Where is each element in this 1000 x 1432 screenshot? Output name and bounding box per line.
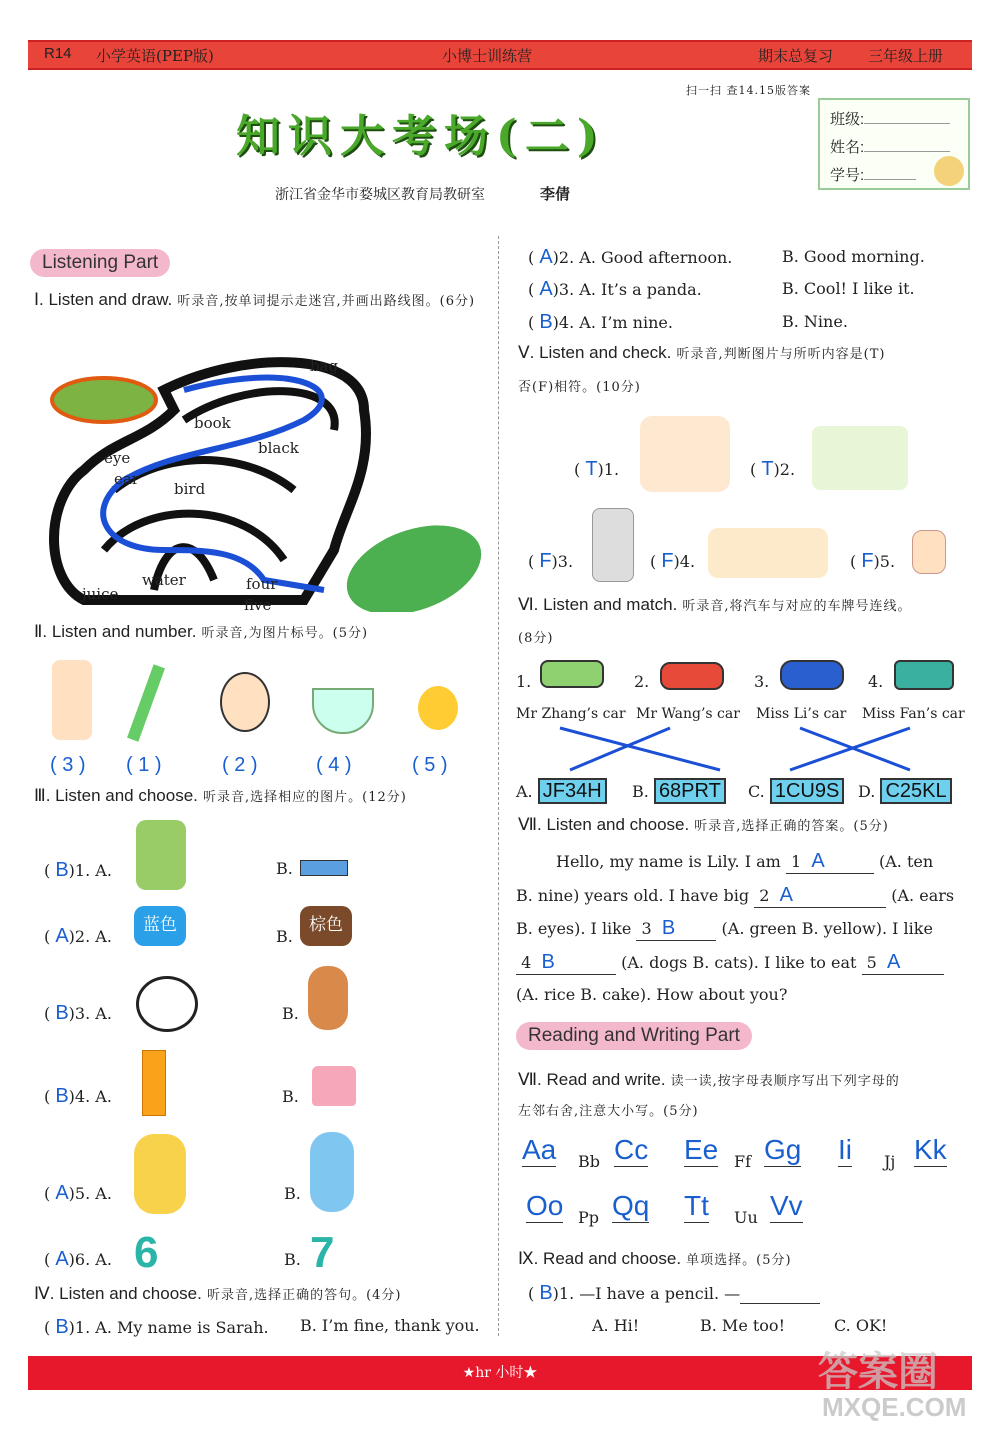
class-field[interactable]: [864, 111, 950, 124]
s7-instr: 听录音,选择正确的答案。(5分): [694, 819, 889, 834]
s2-heading: Ⅱ. Listen and number.: [34, 622, 197, 641]
maze-word: bird: [174, 480, 206, 498]
class-label: 班级:: [830, 111, 865, 128]
plate-a: A. JF34H: [516, 780, 607, 803]
girl-icon: [134, 1134, 186, 1214]
s3-item-6-b: B.: [284, 1250, 301, 1269]
maze-figure: [44, 350, 484, 612]
s2-answer-3: ( 2 ): [222, 754, 258, 776]
caterpillar-icon: [52, 378, 156, 422]
s1-heading-line: [34, 290, 489, 310]
s9-item-1: ( B)1. —I have a pencil. —: [528, 1282, 820, 1305]
s3-item-1-b: B.: [276, 859, 293, 878]
s4-item-3: ( A)3. A. It’s a panda.: [528, 278, 702, 300]
s5-instr-1: 听录音,判断图片与所听内容是(T): [676, 347, 886, 362]
maze-word: water: [142, 571, 186, 589]
name-field[interactable]: [864, 139, 950, 152]
s3-item-5: ( A)5. A.: [44, 1182, 112, 1204]
author-name: 李倩: [540, 185, 571, 203]
s5-item-4: ( F)4.: [650, 550, 696, 572]
car-number-3: 3.: [754, 672, 770, 691]
author-org: 浙江省金华市婺城区教育局教研室: [275, 187, 485, 203]
s4-item-3-b: B. Cool! I like it.: [782, 279, 915, 298]
boy-sitting-icon: [52, 660, 92, 740]
s2-answer-1: ( 3 ): [50, 754, 86, 776]
letter-answer: Gg: [764, 1134, 802, 1165]
s4-item-1-b: B. I’m fine, thank you.: [300, 1316, 480, 1335]
s1-heading: Ⅰ. Listen and draw.: [34, 290, 173, 309]
scan-note: 扫一扫 查14.15版答案: [686, 84, 811, 97]
id-label: 学号:: [830, 167, 865, 184]
s3-item-1: ( B)1. A.: [44, 859, 112, 881]
s5-item-5: ( F)5.: [850, 550, 896, 572]
letter-answer: Tt: [684, 1190, 709, 1221]
bus-icon: [894, 660, 954, 690]
reading-part-label: Reading and Writing Part: [516, 1022, 752, 1050]
monkey-icon: [308, 966, 348, 1030]
page-title: 知识大考场(二): [236, 111, 606, 162]
s2-answer-2: ( 1 ): [126, 754, 162, 776]
duck-icon: [418, 686, 458, 730]
maze-word: book: [194, 414, 231, 432]
info-box: [818, 98, 970, 190]
letter-answer: Ii: [838, 1134, 852, 1165]
s6-heading-line: [518, 595, 912, 615]
letter-answer: Kk: [914, 1134, 947, 1165]
s6-instr-2: (8分): [518, 631, 554, 646]
maze-word: eye: [104, 449, 131, 467]
column-divider: [498, 236, 499, 1336]
listening-part-label: Listening Part: [30, 249, 170, 277]
cake-icon: [312, 1066, 356, 1106]
letter-given: Pp: [578, 1208, 600, 1227]
watermark-logo: 答案圈: [818, 1350, 938, 1394]
s4-item-1: ( B)1. A. My name is Sarah.: [44, 1316, 269, 1338]
pen-icon: [127, 664, 165, 741]
letter-answer: Cc: [614, 1134, 649, 1165]
s9-heading-line: [518, 1249, 792, 1269]
car-number-1: 1.: [516, 672, 532, 691]
s3-item-3-b: B.: [282, 1004, 299, 1023]
s9-option-a: A. Hi!: [592, 1316, 640, 1335]
car-owner-3: Miss Li’s car: [756, 706, 847, 722]
s3-item-6: ( A)6. A.: [44, 1248, 112, 1270]
s3-item-2: ( A)2. A.: [44, 925, 112, 947]
letter-answer: Ee: [684, 1134, 719, 1165]
page-code: R14: [44, 45, 72, 62]
red-car-icon: [660, 662, 724, 690]
s7-heading: Ⅶ. Listen and choose.: [518, 815, 690, 834]
s2-answer-5: ( 5 ): [412, 754, 448, 776]
s7-heading-line: [518, 815, 889, 835]
s5-heading-line: [518, 343, 885, 363]
watermark-url: MXQE.COM: [822, 1392, 967, 1422]
letter-given: Uu: [734, 1208, 758, 1227]
girl-boy-picture-icon: [640, 416, 730, 492]
maze-word: black: [258, 439, 299, 457]
car-owner-2: Mr Wang’s car: [636, 706, 740, 722]
car-number-4: 4.: [868, 672, 884, 691]
s6-heading: Ⅵ. Listen and match.: [518, 595, 678, 614]
s3-item-2-b: B.: [276, 927, 293, 946]
number-six-icon: 6: [134, 1228, 159, 1277]
brown-color-card: 棕色: [300, 906, 352, 946]
letter-answer: Vv: [770, 1190, 803, 1221]
s5-item-1: ( T)1.: [574, 458, 620, 480]
blue-color-card: 蓝色: [134, 906, 186, 946]
letter-given: Ff: [734, 1152, 752, 1171]
s9-instr: 单项选择。(5分): [686, 1253, 792, 1268]
s2-heading-line: [34, 622, 368, 642]
s4-item-4-b: B. Nine.: [782, 312, 848, 331]
children-playing-icon: [812, 426, 908, 490]
s4-heading: Ⅳ. Listen and choose.: [34, 1284, 202, 1303]
letter-given: Jj: [884, 1152, 896, 1171]
number-seven-icon: 7: [310, 1228, 335, 1277]
letter-answer: Aa: [522, 1134, 557, 1165]
name-label: 姓名:: [830, 139, 865, 156]
s2-answer-4: ( 4 ): [316, 754, 352, 776]
juice-icon: [142, 1050, 166, 1116]
s4-item-2-b: B. Good morning.: [782, 247, 925, 266]
leaf-icon: [335, 508, 484, 612]
s8-instr-1: 读一读,按字母表顺序写出下列字母的: [670, 1074, 900, 1089]
s7-line-3: B. eyes). I like 3 B (A. green B. yellow). I like: [516, 917, 933, 939]
plate-c: C. 1CU9S: [748, 780, 844, 803]
s9-option-c: C. OK!: [834, 1316, 888, 1335]
header-band: [28, 40, 972, 70]
maze-word: five: [244, 596, 272, 614]
s7-line-4: 4 B (A. dogs B. cats). I like to eat 5 A: [516, 951, 944, 975]
car-owner-1: Mr Zhang’s car: [516, 706, 626, 722]
eraser-icon: [300, 860, 348, 876]
s8-instr-2: 左邻右舍,注意大小写。(5分): [518, 1104, 699, 1119]
s3-instr: 听录音,选择相应的图片。(12分): [202, 790, 407, 805]
plate-b: B. 68PRT: [632, 780, 726, 803]
green-car-icon: [540, 660, 604, 688]
panda-icon: [136, 976, 198, 1032]
s4-item-2: ( A)2. A. Good afternoon.: [528, 246, 733, 268]
s4-heading-line: [34, 1284, 402, 1304]
bag-icon: [136, 820, 186, 890]
s9-option-b: B. Me too!: [700, 1316, 785, 1335]
s8-heading-line: [518, 1070, 900, 1090]
s4-item-4: ( B)4. A. I’m nine.: [528, 311, 673, 333]
s1-instr: 听录音,按单词提示走迷宫,并画出路线图。(6分): [177, 294, 476, 309]
s6-instr-1: 听录音,将汽车与对应的车牌号连线。: [682, 599, 912, 614]
boy-face-icon: [220, 672, 270, 732]
s3-heading: Ⅲ. Listen and choose.: [34, 786, 198, 805]
flower-icon: [934, 156, 964, 186]
s5-instr-2: 否(F)相符。(10分): [518, 380, 641, 395]
s5-heading: Ⅴ. Listen and check.: [518, 343, 672, 362]
maze-word: four: [246, 575, 278, 593]
s4-instr: 听录音,选择正确的答句。(4分): [206, 1288, 402, 1303]
s7-line-1: Hello, my name is Lily. I am 1 A (A. ten: [556, 850, 934, 872]
s3-heading-line: [34, 786, 407, 806]
s3-item-5-b: B.: [284, 1184, 301, 1203]
s2-instr: 听录音,为图片标号。(5分): [201, 626, 369, 641]
letter-given: Bb: [578, 1152, 600, 1171]
s3-item-4-b: B.: [282, 1087, 299, 1106]
match-lines: [500, 720, 980, 780]
s3-item-3: ( B)3. A.: [44, 1002, 112, 1024]
s5-item-2: ( T)2.: [750, 458, 796, 480]
series: 小博士训练营: [442, 47, 533, 65]
grade: 三年级上册: [868, 47, 944, 65]
s5-item-3: ( F)3.: [528, 550, 574, 572]
subject: 小学英语(PEP版): [96, 47, 214, 65]
id-field[interactable]: [864, 167, 916, 180]
robot-icon: [592, 508, 634, 582]
boy-icon: [310, 1132, 354, 1212]
s7-line-5: (A. rice B. cake). How about you?: [516, 985, 788, 1004]
hand-five-icon: [912, 530, 946, 574]
maze-word: juice: [82, 585, 119, 603]
s3-item-4: ( B)4. A.: [44, 1085, 112, 1107]
plate-d: D. C25KL: [858, 780, 952, 803]
car-owner-4: Miss Fan’s car: [862, 706, 965, 722]
blue-car-icon: [780, 660, 844, 690]
maze-word: ear: [114, 470, 139, 488]
rice-bowl-icon: [312, 688, 374, 734]
letter-answer: Oo: [526, 1190, 564, 1221]
footer-band: ★hr 小时★: [28, 1356, 972, 1390]
s9-heading: Ⅸ. Read and choose.: [518, 1249, 682, 1268]
unit: 期末总复习: [758, 47, 834, 65]
maze-word: bag: [310, 357, 339, 375]
kids-sharing-food-icon: [708, 528, 828, 578]
letter-answer: Qq: [612, 1190, 650, 1221]
car-number-2: 2.: [634, 672, 650, 691]
s7-line-2: B. nine) years old. I have big 2 A (A. ears: [516, 884, 955, 906]
s8-heading: Ⅶ. Read and write.: [518, 1070, 666, 1089]
